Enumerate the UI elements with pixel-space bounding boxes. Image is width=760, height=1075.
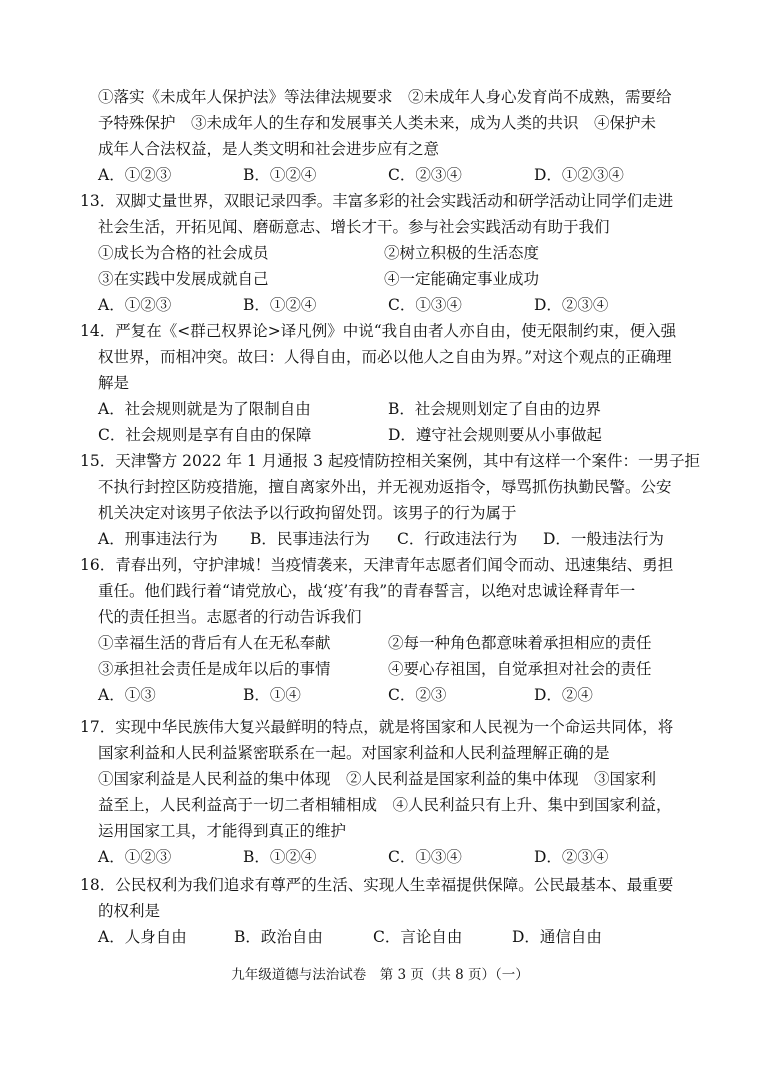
q16-stem-line-2: 重任。他们践行着“请党放心，战‘疫’有我”的青春誓言，以绝对忠诚诠释青年一 xyxy=(98,582,636,600)
q13-option-a[interactable]: A．①②③ xyxy=(98,296,172,314)
q13-option-c[interactable]: C．①③④ xyxy=(388,296,462,314)
page-footer: 九年级道德与法治试卷 第 3 页（共 8 页）（一） xyxy=(231,967,529,983)
q12-option-d[interactable]: D．①②③④ xyxy=(534,166,624,184)
q18-option-c[interactable]: C．言论自由 xyxy=(373,928,463,946)
q18-option-a[interactable]: A．人身自由 xyxy=(98,928,187,946)
q16-option-a[interactable]: A．①③ xyxy=(98,686,156,704)
q15-stem-line-1: 15．天津警方 2022 年 1 月通报 3 起疫情防控相关案例，其中有这样一个案件：一男子拒 xyxy=(80,452,700,470)
q14-stem-line-3: 解是 xyxy=(98,374,130,392)
q14-option-d[interactable]: D．遵守社会规则要从小事做起 xyxy=(388,426,602,444)
q12-option-a[interactable]: A．①②③ xyxy=(98,166,172,184)
q16-item-2: ②每一种角色都意味着承担相应的责任 xyxy=(388,634,652,652)
q15-option-c[interactable]: C．行政违法行为 xyxy=(397,530,518,548)
q18-stem-line-2: 的权利是 xyxy=(98,902,161,920)
q14-option-b[interactable]: B．社会规则划定了自由的边界 xyxy=(388,400,601,418)
q16-option-c[interactable]: C．②③ xyxy=(388,686,447,704)
q17-stem-line-2: 国家利益和人民利益紧密联系在一起。对国家利益和人民利益理解正确的是 xyxy=(98,744,610,762)
q17-option-c[interactable]: C．①③④ xyxy=(388,848,462,866)
q17-option-a[interactable]: A．①②③ xyxy=(98,848,172,866)
q15-stem-line-2: 不执行封控区防疫措施，擅自离家外出，并无视劝返指令，辱骂抓伤执勤民警。公安 xyxy=(98,478,672,496)
q16-item-3: ③承担社会责任是成年以后的事情 xyxy=(98,660,331,678)
q14-stem-line-1: 14．严复在《<群己权界论>译凡例》中说“我自由者人亦自由，使无限制约束，便入强 xyxy=(80,322,677,340)
q15-option-d[interactable]: D．一般违法行为 xyxy=(543,530,664,548)
q14-option-a[interactable]: A．社会规则就是为了限制自由 xyxy=(98,400,311,418)
q13-option-d[interactable]: D．②③④ xyxy=(534,296,609,314)
q18-option-d[interactable]: D．通信自由 xyxy=(512,928,602,946)
q13-item-1: ①成长为合格的社会成员 xyxy=(98,244,269,262)
q18-option-b[interactable]: B．政治自由 xyxy=(234,928,323,946)
q12-option-c[interactable]: C．②③④ xyxy=(388,166,462,184)
q13-option-b[interactable]: B．①②④ xyxy=(243,296,317,314)
q16-item-1: ①幸福生活的背后有人在无私奉献 xyxy=(98,634,331,652)
q13-item-2: ②树立积极的生活态度 xyxy=(384,244,540,262)
q12-line-3: 成年人合法权益，是人类文明和社会进步应有之意 xyxy=(98,140,440,158)
q13-item-3: ③在实践中发展成就自己 xyxy=(98,270,269,288)
q15-option-b[interactable]: B．民事违法行为 xyxy=(250,530,370,548)
q17-stem-line-5: 运用国家工具，才能得到真正的维护 xyxy=(98,822,347,840)
q17-stem-line-3: ①国家利益是人民利益的集中体现 ②人民利益是国家利益的集中体现 ③国家利 xyxy=(98,770,657,788)
q17-option-d[interactable]: D．②③④ xyxy=(534,848,609,866)
q17-option-b[interactable]: B．①②④ xyxy=(243,848,317,866)
q17-stem-line-4: 益至上，人民利益高于一切二者相辅相成 ④人民利益只有上升、集中到国家利益， xyxy=(98,796,672,814)
q12-line-1: ①落实《未成年人保护法》等法律法规要求 ②未成年人身心发育尚不成熟，需要给 xyxy=(98,88,672,106)
q17-stem-line-1: 17．实现中华民族伟大复兴最鲜明的特点，就是将国家和人民视为一个命运共同体，将 xyxy=(80,718,674,736)
q12-line-2: 予特殊保护 ③未成年人的生存和发展事关人类未来，成为人类的共识 ④保护未 xyxy=(98,114,657,132)
q15-stem-line-3: 机关决定对该男子依法予以行政拘留处罚。该男子的行为属于 xyxy=(98,504,517,522)
q14-option-c[interactable]: C．社会规则是享有自由的保障 xyxy=(98,426,312,444)
q12-option-b[interactable]: B．①②④ xyxy=(243,166,317,184)
q16-stem-line-3: 代的责任担当。志愿者的行动告诉我们 xyxy=(98,608,362,626)
q16-item-4: ④要心存祖国，自觉承担对社会的责任 xyxy=(388,660,652,678)
q13-stem-line-2: 社会生活，开拓见闻、磨砺意志、增长才干。参与社会实践活动有助于我们 xyxy=(98,218,610,236)
q16-option-b[interactable]: B．①④ xyxy=(243,686,301,704)
q13-item-4: ④一定能确定事业成功 xyxy=(384,270,540,288)
q15-option-a[interactable]: A．刑事违法行为 xyxy=(98,530,218,548)
q16-stem-line-1: 16．青春出列，守护津城！当疫情袭来，天津青年志愿者们闻令而动、迅速集结、勇担 xyxy=(80,556,674,574)
q18-stem-line-1: 18．公民权利为我们追求有尊严的生活、实现人生幸福提供保障。公民最基本、最重要 xyxy=(80,876,674,894)
q13-stem-line-1: 13．双脚丈量世界，双眼记录四季。丰富多彩的社会实践活动和研学活动让同学们走进 xyxy=(80,192,674,210)
q14-stem-line-2: 权世界，而相冲突。故曰：人得自由，而必以他人之自由为界。”对这个观点的正确理 xyxy=(98,348,672,366)
q16-option-d[interactable]: D．②④ xyxy=(534,686,593,704)
